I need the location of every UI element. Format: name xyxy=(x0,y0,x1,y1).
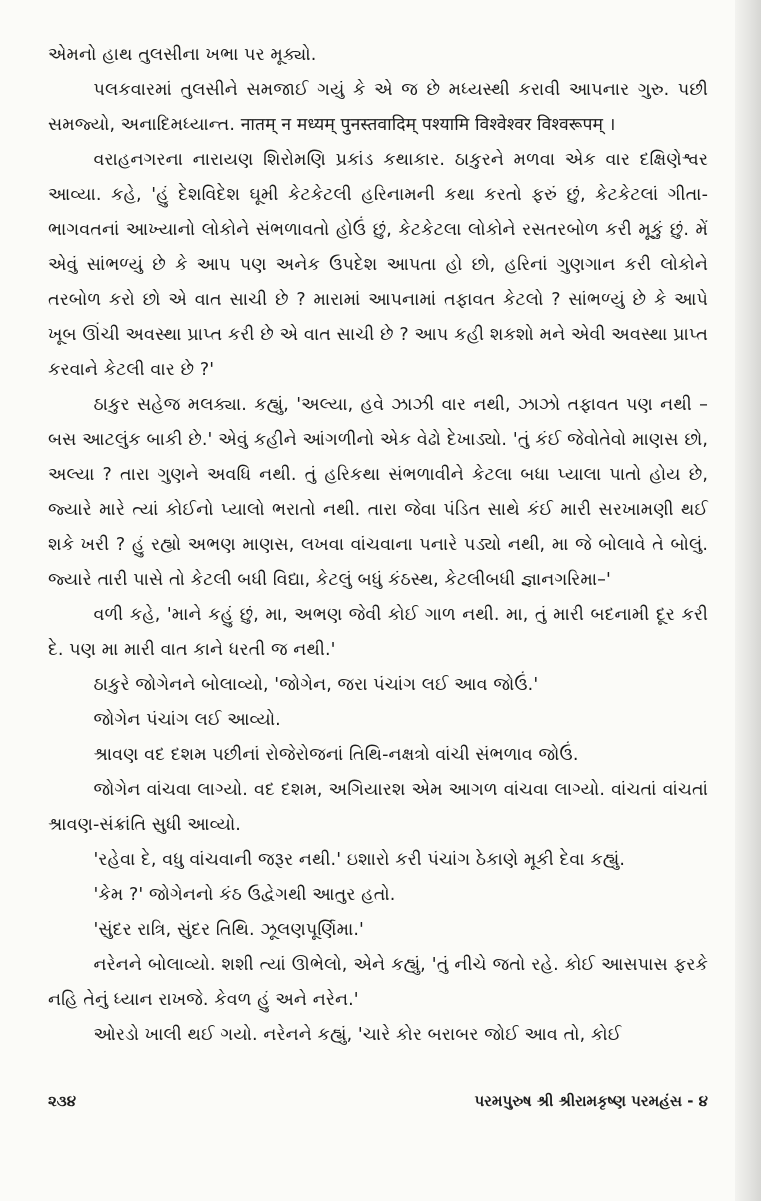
page-edge-shadow xyxy=(735,0,761,1201)
paragraph-5: વળી કહે, 'માને કહું છું, મા, અભણ જેવી કોઈ ગાળ નથી. મા, તું મારી બદનામી દૂર કરી દે. પણ મા મારી વાત કાને ધરતી જ નથી.' xyxy=(48,605,708,660)
paragraph-12: 'સુંદર રાત્રિ, સુંદર તિથિ. ઝૂલણપૂર્ણિમા.' xyxy=(93,920,364,940)
paragraph-4: ઠાકુર સહેજ મલક્યા. કહ્યું, 'અલ્યા, હવે ઝાઝી વાર નથી, ઝાઝો તફાવત પણ નથી – બસ આટલુંક બાકી છે.' એવું કહીને આંગળીનો એક વેઢો દેખાડ્યો. 'તું કંઈ જેવોતેવો માણસ છો, અલ્યા ? તારા ગુણને અવધિ નથી. તું હરિકથા સંભળાવીને કેટલા બધા પ્યાલા પાતો હોય છે, જ્યારે મારે ત્યાં કોઈનો પ્યાલો ભરાતો નથી. તારા જેવા પંડિત સાથે કંઈ મારી સરખામણી થઈ શકે ખરી ? હું રહ્યો અભણ માણસ, લખવા વાંચવાના પનારે પડ્યો નથી, મા જે બોલાવે તે બોલું. જ્યારે તારી પાસે તો કેટલી બધી વિદ્યા, કેટલું બધું કંઠસ્થ, કેટલીબધી જ્ઞાનગરિમા–' xyxy=(48,395,708,590)
paragraph-7: જોગેન પંચાંગ લઈ આવ્યો. xyxy=(93,710,281,730)
paragraph-9: જોગેન વાંચવા લાગ્યો. વદ દશમ, અગિયારશ એમ આગળ વાંચવા લાગ્યો. વાંચતાં વાંચતાં શ્રાવણ-સંક્રાંતિ સુધી આવ્યો. xyxy=(48,780,708,835)
paragraph-1: એમનો હાથ તુલસીના ખભા પર મૂક્યો. xyxy=(48,45,317,65)
paragraph-3: વરાહનગરના નારાયણ શિરોમણિ પ્રકાંડ કથાકાર. ઠાકુરને મળવા એક વાર દક્ષિણેશ્વર આવ્યા. કહે, 'હું દેશવિદેશ ઘૂમી કેટકેટલી હરિનામની કથા કરતો ફરું છું, કેટકેટલાં ગીતા-ભાગવતનાં આખ્યાનો લોકોને સંભળાવતો હોઉં છું, કેટકેટલા લોકોને રસતરબોળ કરી મૂકું છું. મેં એવું સાંભળ્યું છે કે આપ પણ અનેક ઉપદેશ આપતા હો છો, હરિનાં ગુણગાન કરી લોકોને તરબોળ કરો છો એ વાત સાચી છે ? મારામાં આપનામાં તફાવત કેટલો ? સાંભળ્યું છે કે આપે ખૂબ ઊંચી અવસ્થા પ્રાપ્ત કરી છે એ વાત સાચી છે ? આપ કહી શકશો મને એવી અવસ્થા પ્રાપ્ત કરવાને કેટલી વાર છે ?' xyxy=(48,150,708,380)
page-number: ૨૩૪ xyxy=(48,1092,77,1110)
paragraph-10: 'રહેવા દે, વધુ વાંચવાની જરૂર નથી.' ઇશારો કરી પંચાંગ ઠેકાણે મૂકી દેવા કહ્યું. xyxy=(93,850,626,870)
running-title: પરમપુરુષ શ્રી શ્રીરામકૃષ્ણ પરમહંસ - ૪ xyxy=(474,1092,708,1110)
paragraph-14: ઓરડો ખાલી થઈ ગયો. નરેનને કહ્યું, 'ચારે કોર બરાબર જોઈ આવ તો, કોઈ xyxy=(93,1025,622,1045)
paragraph-6: ઠાકુરે જોગેનને બોલાવ્યો, 'જોગેન, જરા પંચાંગ લઈ આવ જોઉં.' xyxy=(93,675,539,695)
paragraph-8: શ્રાવણ વદ દશમ પછીનાં રોજેરોજનાં તિથિ-નક્ષત્રો વાંચી સંભળાવ જોઉં. xyxy=(93,745,579,765)
paragraph-2: પલકવારમાં તુલસીને સમજાઈ ગયું કે એ જ છે મધ્યસ્થી કરાવી આપનાર ગુરુ. પછી સમજ્યો, અનાદિમધ્યાન્ત. नातम् न मध्यम् पुनस्तवादिम् पश्यामि विश्वेश्वर विश्वरूपम् । xyxy=(48,80,708,135)
paragraph-13: નરેનને બોલાવ્યો. શશી ત્યાં ઊભેલો, એને કહ્યું, 'તું નીચે જતો રહે. કોઈ આસપાસ ફરકે નહિ તેનું ધ્યાન રાખજે. કેવળ હું અને નરેન.' xyxy=(48,955,708,1010)
paragraph-11: 'કેમ ?' જોગેનનો કંઠ ઉદ્વેગથી આતુર હતો. xyxy=(93,885,396,905)
body-text xyxy=(48,38,708,1053)
page-footer xyxy=(48,1086,708,1116)
